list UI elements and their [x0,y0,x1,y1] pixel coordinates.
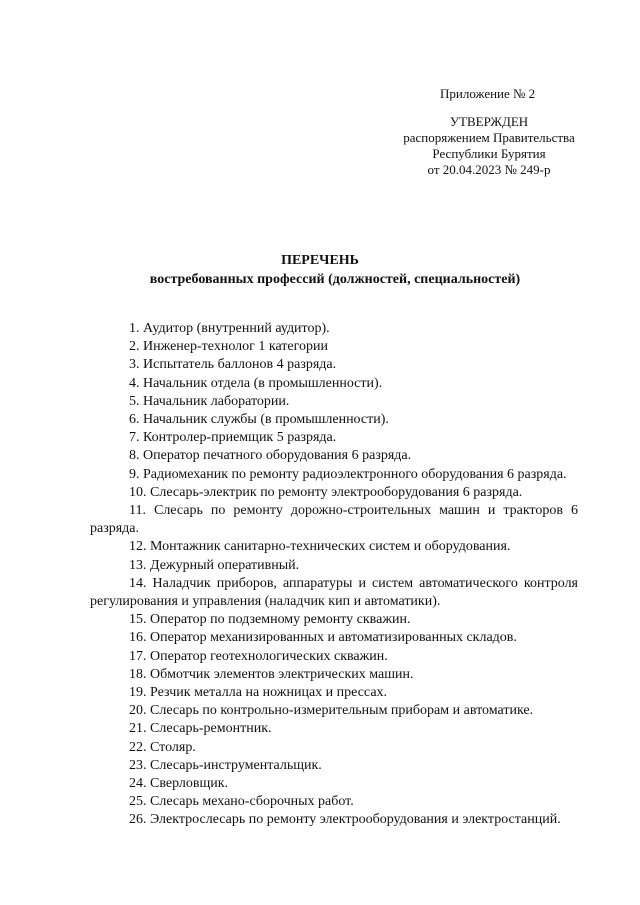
document-title [0,251,640,289]
approval-line-3: от 20.04.2023 № 249-р [427,162,551,177]
list-item: 7. Контролер-приемщик 5 разряда. [129,430,337,446]
list-item: 26. Электрослесарь по ремонту электрооборудования и электростанций. [129,812,561,828]
list-item: 5. Начальник лаборатории. [129,393,290,409]
list-item: 2. Инженер-технолог 1 категории [129,339,329,355]
list-item: 25. Слесарь механо-сборочных работ. [129,794,354,810]
title-subtitle: востребованных профессий (должностей, специальностей) [149,272,521,287]
list-item: 3. Испытатель баллонов 4 разряда. [129,357,337,373]
list-item: 24. Сверловщик. [129,776,229,792]
list-item: 22. Столяр. [129,739,196,755]
approval-line-2: Республики Бурятия [432,146,546,161]
list-item: 17. Оператор геотехнологических скважин. [129,648,388,664]
list-item: 18. Обмотчик элементов электрических машин. [129,666,414,682]
list-item: 23. Слесарь-инструментальщик. [129,757,322,773]
list-item: 6. Начальник службы (в промышленности). [129,412,389,428]
annex-label: Приложение № 2 [440,86,536,101]
approval-line-1: распоряжением Правительства [403,130,575,145]
list-item: 1. Аудитор (внутренний аудитор). [129,321,330,336]
list-item: 11. Слесарь по ремонту дорожно-строительных машин и тракторов 6 разряда. [90,503,578,537]
list-item: 10. Слесарь-электрик по ремонту электрооборудования 6 разряда. [129,484,523,500]
list-item: 16. Оператор механизированных и автоматизированных складов. [129,630,517,646]
list-item: 8. Оператор печатного оборудования 6 разряда. [129,448,412,464]
list-item: 15. Оператор по подземному ремонту скважин. [129,612,411,628]
list-item: 9. Радиомеханик по ремонту радиоэлектронного оборудования 6 разряда. [129,466,567,482]
list-item: 20. Слесарь по контрольно-измерительным приборам и автоматике. [129,703,534,719]
list-item: 4. Начальник отдела (в промышленности). [129,375,383,391]
list-item: 13. Дежурный оперативный. [129,557,300,573]
approval-title: УТВЕРЖДЕН [449,114,529,129]
list-item: 12. Монтажник санитарно-технических систем и оборудования. [129,539,511,555]
list-item: 14. Наладчик приборов, аппаратуры и систем автоматического контроля регулирования и управления (наладчик кип и автоматики). [90,575,578,610]
approval-stamp [400,114,578,178]
list-item: 19. Резчик металла на ножницах и прессах. [129,685,388,701]
title-main: ПЕРЕЧЕНЬ [281,253,359,268]
profession-list [90,320,578,830]
list-item: 21. Слесарь-ремонтник. [129,721,272,737]
